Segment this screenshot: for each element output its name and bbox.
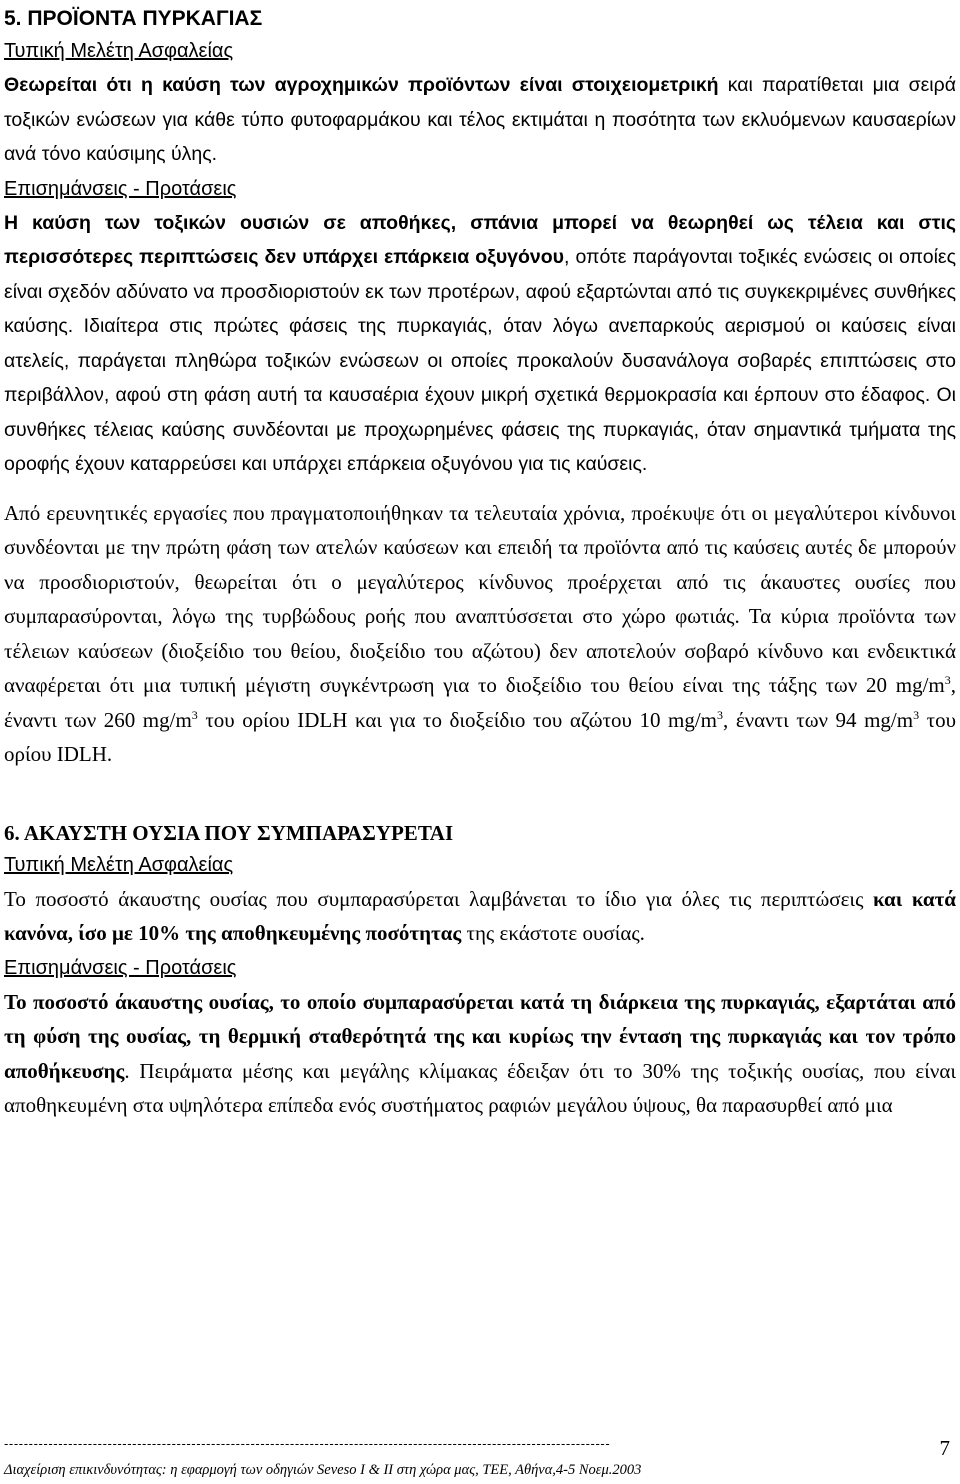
- section-5-subheading-remarks: Επισημάνσεις - Προτάσεις: [4, 177, 237, 200]
- section-5-paragraph-1: [4, 68, 956, 172]
- section-6-paragraph-1-bold: και κατά κανόνα, ίσο με 10% της αποθηκευμένης ποσότητας: [4, 886, 956, 945]
- superscript: 3: [717, 707, 724, 722]
- superscript: 3: [944, 673, 951, 687]
- section-5-paragraph-1-text: και παρατίθεται μια σειρά τοξικών ενώσεων για κάθε τύπο φυτοφαρμάκου και τέλος εκτιμάται η ποσότητα των εκλυόμενων καυσαερίων ανά τόνο καύσιμης ύλης.: [4, 74, 956, 165]
- section-6-subheading-remarks: Επισημάνσεις - Προτάσεις: [4, 956, 237, 979]
- section-6-heading: 6. ΑΚΑΥΣΤΗ ΟΥΣΙΑ ΠΟΥ ΣΥΜΠΑΡΑΣΥΡΕΤΑΙ: [4, 820, 454, 845]
- section-5-paragraph-2-text: , οπότε παράγονται τοξικές ενώσεις οι οποίες είναι σχεδόν αδύνατο να προσδιοριστούν εκ των προτέρων, αφού εξαρτώνται από τις συγκεκριμένες συνθήκες καύσης. Ιδιαίτερα στις πρώτες φάσεις της πυρκαγιάς, όταν λόγω ανεπαρκούς αερισμού οι καύσεις είναι ατελείς, παράγεται πληθώρα τοξικών ενώσεων οι οποίες προκαλούν δυσανάλογα σοβαρές επιπτώσεις στο περιβάλλον, αφού στη φάση αυτή τα καυσαέρια έχουν μικρή σχετικά θερμοκρασία και έρπουν στο έδαφος. Οι συνθήκες τέλειας καύσης συνδέονται με προχωρημένες φάσεις της πυρκαγιάς, όταν σημαντικά τμήματα της οροφής έχουν καταρρεύσει και υπάρχει επάρκεια οξυγόνου για τις καύσεις.: [4, 246, 956, 475]
- section-5-paragraph-3-text-e: του ορίου IDLH.: [4, 707, 956, 766]
- section-5-paragraph-3: [4, 496, 956, 772]
- section-5-paragraph-2: [4, 206, 956, 482]
- page-number: 7: [939, 1436, 950, 1460]
- section-5-paragraph-3-text-a: Από ερευνητικές εργασίες που πραγματοποιήθηκαν τα τελευταία χρόνια, προέκυψε ότι οι μεγαλύτεροι κίνδυνοι συνδέονται με την πρώτη φάση των ατελών καύσεων και επειδή τα προϊόντα από τις καύσεις αυτές δε μπορούν να προσδιοριστούν, θεωρείται ότι ο μεγαλύτερος κίνδυνος προέρχεται από τις άκαυστες ουσίες που συμπαρασύρονται, λόγω της τυρβώδους ροής που αναπτύσσεται στο χώρο φωτιάς. Τα κύρια προϊόντα των τέλειων καύσεων (διοξείδιο του θείου, διοξείδιο του αζώτου) δεν αποτελούν σοβαρό κίνδυνο και ενδεικτικά αναφέρεται ότι μια τυπική μέγιστη συγκέντρωση για το διοξείδιο του θείου είναι της τάξης των 20 mg/m: [4, 500, 956, 697]
- section-5-heading: 5. ΠΡΟΪΟΝΤΑ ΠΥΡΚΑΓΙΑΣ: [4, 7, 263, 30]
- section-6-subheading-study: Τυπική Μελέτη Ασφαλείας: [4, 853, 234, 876]
- section-6-paragraph-1-text-a: Το ποσοστό άκαυστης ουσίας που συμπαρασύρεται λαμβάνεται το ίδιο για όλες τις περιπτώσεις: [4, 886, 873, 911]
- section-6-paragraph-2-bold: Το ποσοστό άκαυστης ουσίας, το οποίο συμπαρασύρεται κατά τη διάρκεια της πυρκαγιάς, εξαρτάται από τη φύση της ουσίας, τη θερμική σταθερότητά της και κυρίως την ένταση της πυρκαγιάς και τον τρόπο αποθήκευσης: [4, 989, 956, 1083]
- section-5-paragraph-2-bold: Η καύση των τοξικών ουσιών σε αποθήκες, σπάνια μπορεί να θεωρηθεί ως τέλεια και στις περισσότερες περιπτώσεις δεν υπάρχει επάρκεια οξυγόνου: [4, 211, 956, 268]
- document-page: [4, 0, 956, 1123]
- section-5-paragraph-3-text-d: , έναντι των 94 mg/m: [723, 707, 914, 732]
- page-footer: [4, 1436, 956, 1478]
- footer-rule: ---------------------------------------------------------------------------------------------------------------------------: [4, 1436, 611, 1451]
- section-6-paragraph-2-text: . Πειράματα μέσης και μεγάλης κλίμακας έδειξαν ότι το 30% της τοξικής ουσίας, που είναι αποθηκευμένη στα υψηλότερα επίπεδα ενός συστήματος ραφιών μεγάλου ύψους, θα παρασυρθεί από μια: [4, 1058, 956, 1117]
- superscript: 3: [913, 707, 920, 722]
- section-6-paragraph-1-text-c: της εκάστοτε ουσίας.: [461, 921, 645, 945]
- section-5-subheading-study: Τυπική Μελέτη Ασφαλείας: [4, 40, 234, 62]
- footer-citation: Διαχείριση επικινδυνότητας: η εφαρμογή των οδηγιών Seveso I & II στη χώρα μας, ΤΕΕ, Αθήνα,4-5 Νοεμ.2003: [4, 1462, 642, 1478]
- superscript: 3: [191, 707, 198, 722]
- section-6-paragraph-1: [4, 882, 956, 951]
- section-5-paragraph-3-text-b: , έναντι των 260 mg/m: [4, 673, 956, 732]
- section-5-paragraph-1-bold: Θεωρείται ότι η καύση των αγροχημικών προϊόντων είναι στοιχειομετρική: [4, 74, 719, 96]
- section-6-paragraph-2: [4, 985, 956, 1123]
- section-5-paragraph-3-text-c: του ορίου IDLH και για το διοξείδιο του αζώτου 10 mg/m: [197, 707, 718, 732]
